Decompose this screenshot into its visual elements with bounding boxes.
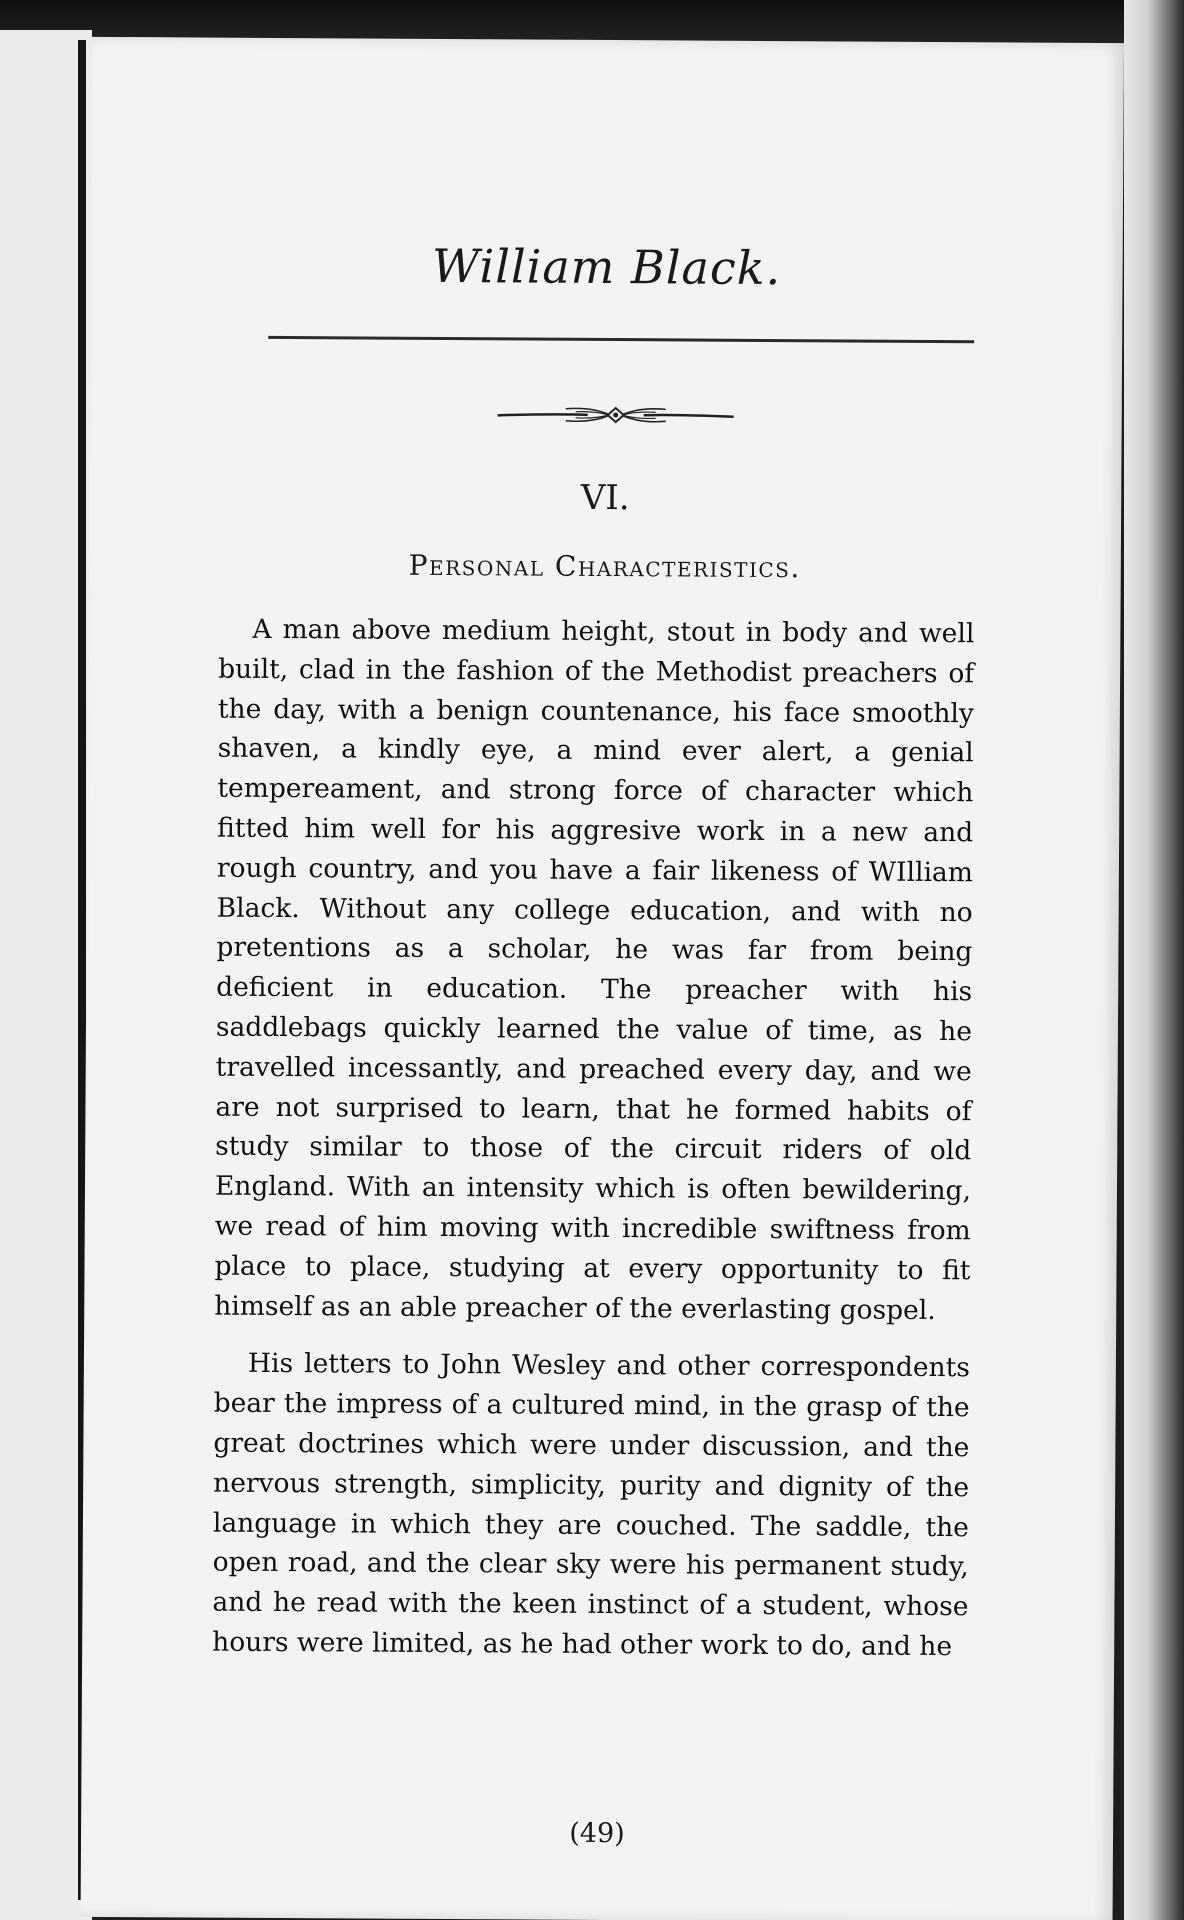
book-page bbox=[81, 37, 1124, 1920]
paragraph-2: His letters to John Wesley and other correspondents bear the impress of a cultured mind, in the grasp of the great doctrines which were under discussion, and the nervous strength, simplicity, purity and dignity of the language in which they are couched. The saddle, the open road, and the clear sky were his permanent study, and he read with the keen instinct of a student, whose hours were limited, as he had other work to do, and he bbox=[212, 1348, 970, 1663]
page-number: (49) bbox=[569, 1817, 625, 1850]
chapter-title: Personal Characteristics. bbox=[408, 548, 801, 585]
chapter-number: VI. bbox=[580, 477, 630, 519]
paragraph-1: A man above medium height, stout in body and well built, clad in the fashion of the Methodist preachers of the day, with a benign countenance, his face smoothly shaven, a kindly eye, a mind ever alert, a genial tempereament, and strong force of character which fitted him well for his aggresive work in a new and rough country, and you have a fair likeness of WIlliam Black. Without any college education, and with no pretentions as a scholar, he was far from being deficient in education. The preacher with his saddlebags quickly learned the value of time, as he travelled incessantly, and preached every day, and we are not surprised to learn, that he formed habits of study similar to those of the circuit riders of old England. With an intensity which is often bewildering, we read of him moving with incredible swiftness from place to place, studying at every opportunity to fit himself as an able preacher of the everlasting gospel. bbox=[214, 613, 975, 1326]
body-text bbox=[212, 610, 974, 1667]
page-edge-shadow bbox=[1124, 0, 1184, 1920]
running-head: William Black. bbox=[431, 238, 782, 296]
header-rule bbox=[268, 336, 974, 343]
ornament-divider-icon bbox=[496, 399, 736, 430]
